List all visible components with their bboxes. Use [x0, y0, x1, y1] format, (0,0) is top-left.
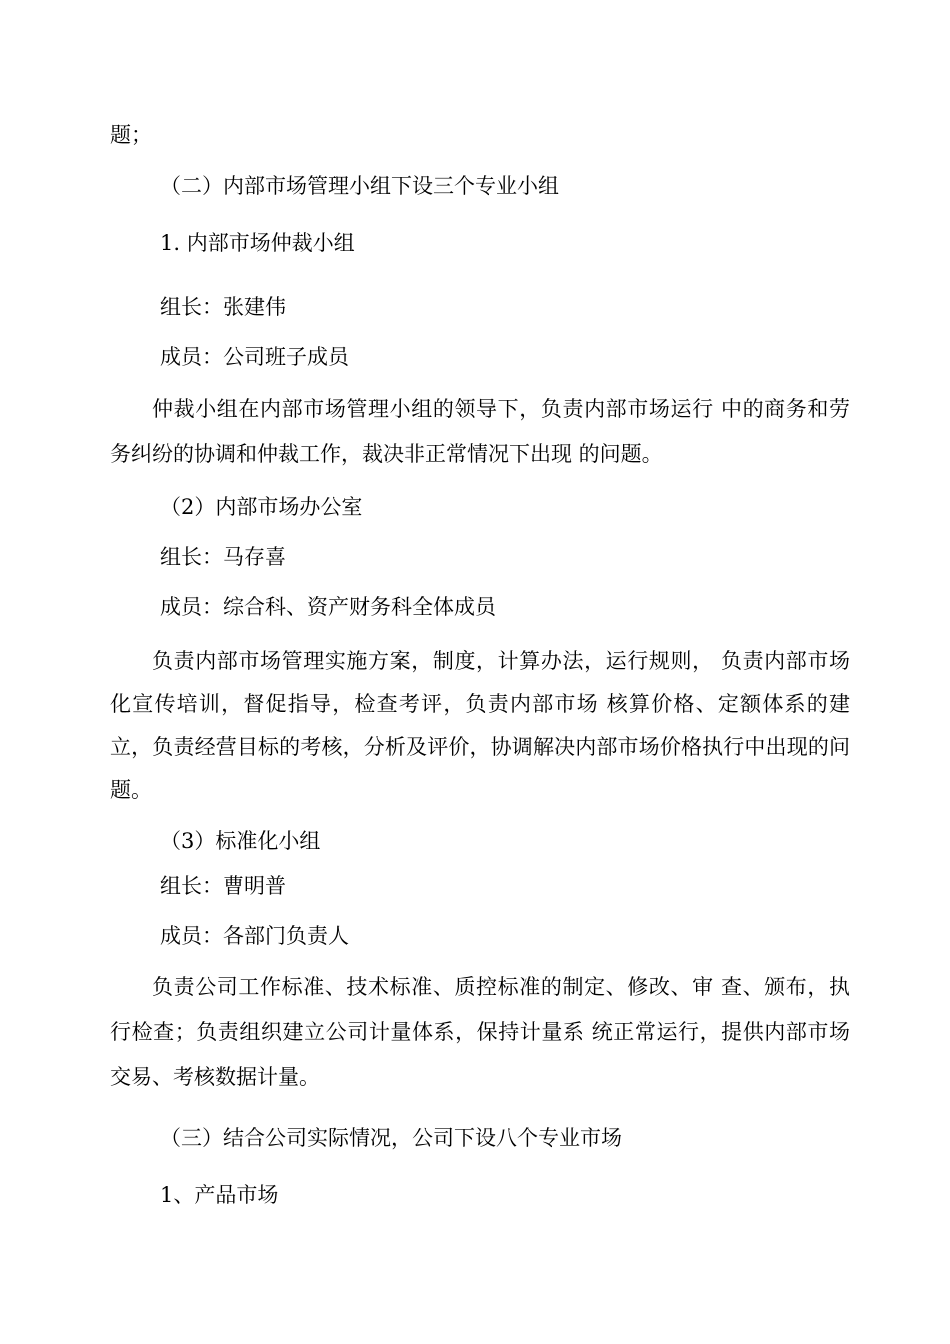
arbitration-leader: 组长：张建伟 — [160, 295, 286, 319]
arbitration-description: 仲裁小组在内部市场管理小组的领导下，负责内部市场运行 中的商务和劳务纠纷的协调和仲裁工作，裁决非正常情况下出现 的问题。 — [110, 397, 850, 466]
section-heading-2: （二）内部市场管理小组下设三个专业小组 — [160, 174, 559, 198]
text-line-continuation: 题； — [110, 123, 152, 147]
subsection-heading-office: （2）内部市场办公室 — [160, 495, 363, 519]
section-heading-3: （三）结合公司实际情况，公司下设八个专业市场 — [160, 1126, 622, 1150]
arbitration-members: 成员：公司班子成员 — [160, 345, 349, 369]
office-leader: 组长：马存喜 — [160, 545, 286, 569]
subsection-heading-standardization: （3）标准化小组 — [160, 829, 321, 853]
market-item-1: 1、产品市场 — [160, 1183, 279, 1207]
subsection-heading-arbitration: 1. 内部市场仲裁小组 — [160, 231, 355, 255]
office-description: 负责内部市场管理实施方案，制度，计算办法，运行规则， 负责内部市场化宣传培训，督促指导，检查考评，负责内部市场 核算价格、定额体系的建立，负责经营目标的考核，分析及评价，协调解决内部市场价格执行中出现的问题。 — [110, 649, 850, 802]
standardization-leader: 组长：曹明普 — [160, 874, 286, 898]
standardization-members: 成员：各部门负责人 — [160, 924, 349, 948]
standardization-description: 负责公司工作标准、技术标准、质控标准的制定、修改、审 查、颁布，执行检查；负责组织建立公司计量体系，保持计量系 统正常运行，提供内部市场交易、考核数据计量。 — [110, 975, 850, 1089]
office-members: 成员：综合科、资产财务科全体成员 — [160, 595, 496, 619]
